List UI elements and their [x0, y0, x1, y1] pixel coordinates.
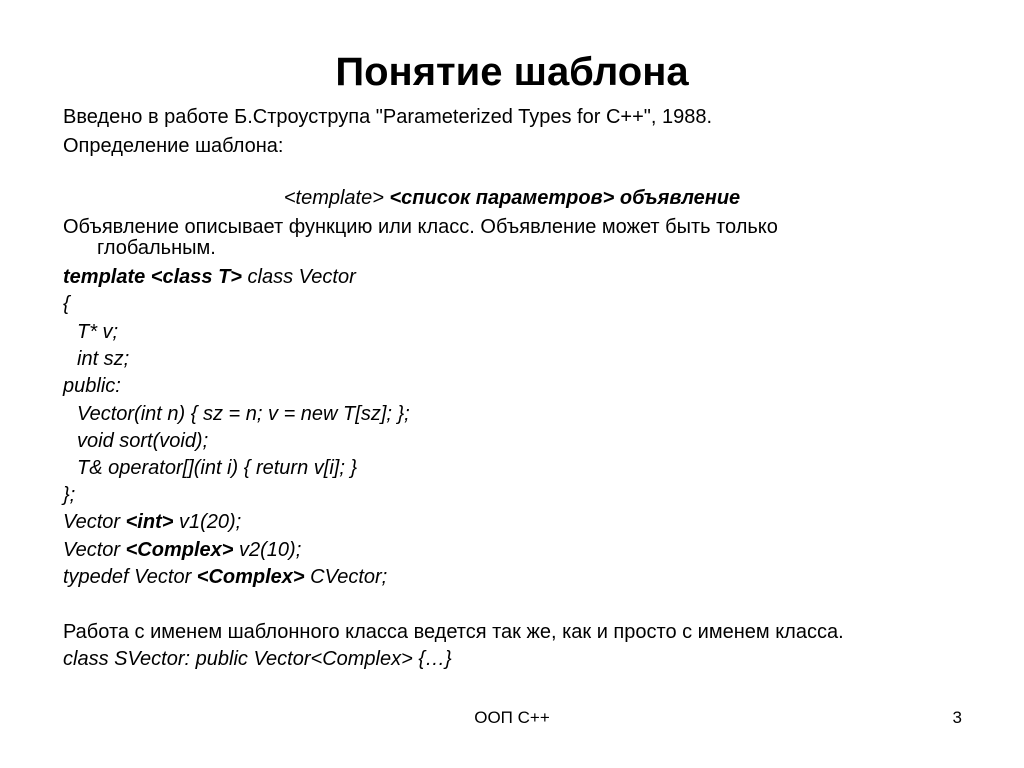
code-member-v: T* v;: [77, 321, 119, 343]
example-line: class SVector: public Vector<Complex> {…}: [63, 648, 452, 670]
page-number: 3: [952, 708, 962, 727]
code-operator-method: T& operator[](int i) { return v[i]; }: [77, 457, 358, 479]
syntax-template-keyword: <template>: [283, 187, 384, 209]
code-v1-type: Vector: [63, 511, 126, 533]
note-line: Работа с именем шаблонного класса ведется так же, как и просто с именем класса.: [63, 621, 844, 643]
syntax-params-declaration: <список параметров> объявление: [383, 187, 741, 209]
code-member-sz: int sz;: [77, 348, 130, 370]
description-line-1: Объявление описывает функцию или класс. Объявление может быть только: [63, 216, 778, 238]
code-open-brace: {: [63, 293, 70, 315]
intro-line-2: Определение шаблона:: [63, 135, 284, 157]
intro-line-1: Введено в работе Б.Строуструпа "Parameterized Types for C++", 1988.: [63, 106, 713, 128]
slide-title: Понятие шаблона: [335, 50, 689, 94]
code-class-name: class Vector: [241, 266, 356, 288]
template-syntax: [0, 186, 1024, 210]
code-instance-v2: [63, 538, 301, 562]
code-typedef: [63, 565, 387, 589]
code-instance-v1: [63, 510, 241, 534]
code-sort-method: void sort(void);: [77, 430, 209, 452]
code-template-keyword: template <class T>: [63, 266, 242, 288]
code-v2-name: v2(10);: [233, 539, 302, 561]
code-v1-arg: <int>: [125, 511, 174, 533]
code-typedef-arg: <Complex>: [196, 566, 305, 588]
code-v2-arg: <Complex>: [125, 539, 234, 561]
footer-label: ООП C++: [474, 708, 550, 727]
code-v2-type: Vector: [63, 539, 126, 561]
code-typedef-name: CVector;: [304, 566, 388, 588]
description-line-2: глобальным.: [97, 237, 216, 259]
code-typedef-type: typedef Vector: [63, 566, 197, 588]
code-v1-name: v1(20);: [173, 511, 242, 533]
code-public-label: public:: [63, 375, 121, 397]
code-constructor: Vector(int n) { sz = n; v = new T[sz]; };: [77, 403, 410, 425]
code-close-brace: };: [63, 484, 76, 506]
code-class-declaration: [63, 265, 356, 289]
